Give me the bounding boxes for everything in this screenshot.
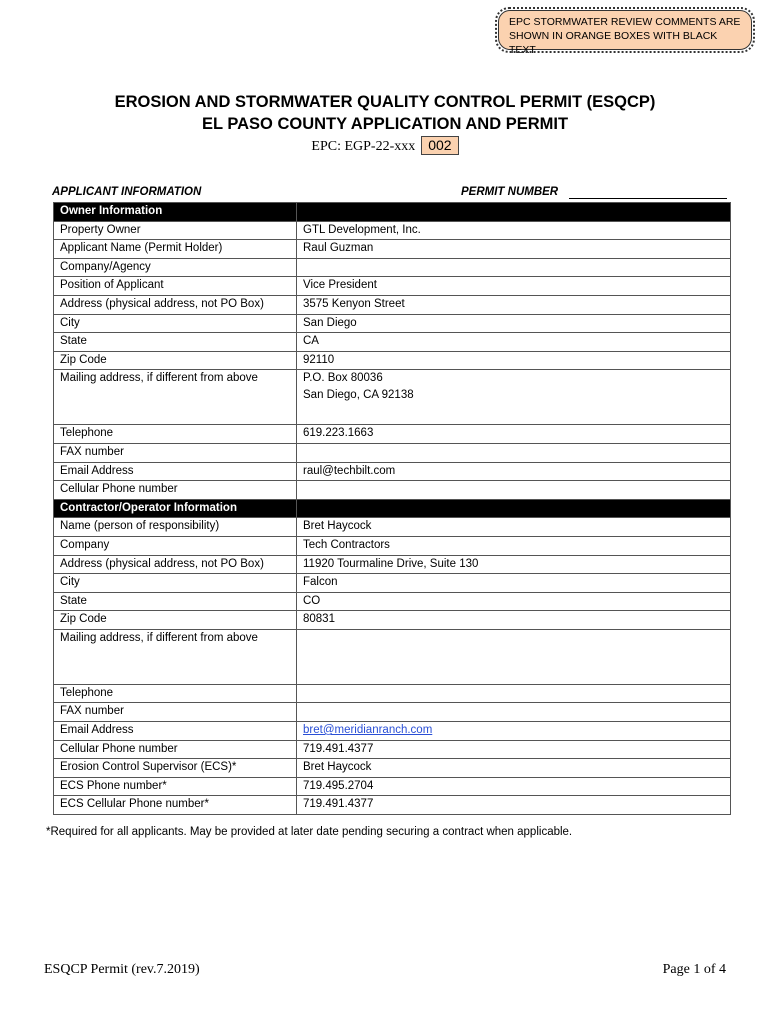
epc-number-line <box>0 136 770 155</box>
table-row: Name (person of responsibility) Bret Haycock <box>54 518 731 537</box>
table-row: Mailing address, if different from above <box>54 629 731 684</box>
mailing-address-value: P.O. Box 80036 San Diego, CA 92138 <box>297 370 731 425</box>
permit-number-label: PERMIT NUMBER <box>461 186 559 198</box>
table-row: Erosion Control Supervisor (ECS)* Bret Haycock <box>54 759 731 778</box>
table-row: FAX number <box>54 443 731 462</box>
table-row: City Falcon <box>54 574 731 593</box>
footer-form-revision: ESQCP Permit (rev.7.2019) <box>44 962 200 977</box>
table-row: ECS Cellular Phone number* 719.491.4377 <box>54 796 731 815</box>
owner-section-header: Owner Information <box>54 203 731 222</box>
table-row: Mailing address, if different from above P.O. Box 80036 San Diego, CA 92138 <box>54 370 731 425</box>
position-value: Vice President <box>297 277 731 296</box>
table-row: Cellular Phone number <box>54 481 731 500</box>
contractor-telephone-value <box>297 684 731 703</box>
table-row: Address (physical address, not PO Box) 3575 Kenyon Street <box>54 295 731 314</box>
table-row: State CA <box>54 333 731 352</box>
email-value: raul@techbilt.com <box>297 462 731 481</box>
table-row: Company Tech Contractors <box>54 536 731 555</box>
table-row: Email Address bret@meridianranch.com <box>54 722 731 741</box>
footer-page-number: Page 1 of 4 <box>662 962 726 977</box>
table-row: Cellular Phone number 719.491.4377 <box>54 740 731 759</box>
fax-value <box>297 443 731 462</box>
table-row: Telephone 619.223.1663 <box>54 425 731 444</box>
ecs-cell-value: 719.491.4377 <box>297 796 731 815</box>
permit-number-field <box>569 198 727 199</box>
telephone-value: 619.223.1663 <box>297 425 731 444</box>
table-row: Applicant Name (Permit Holder) Raul Guzman <box>54 240 731 259</box>
applicant-table <box>53 202 731 815</box>
review-comment-note: EPC STORMWATER REVIEW COMMENTS ARE SHOWN IN ORANGE BOXES WITH BLACK TEXT <box>498 10 752 50</box>
table-row: Position of Applicant Vice President <box>54 277 731 296</box>
contractor-email-link[interactable]: bret@meridianranch.com <box>303 724 433 737</box>
contractor-zip-value: 80831 <box>297 611 731 630</box>
table-row: Company/Agency <box>54 258 731 277</box>
table-row: Email Address raul@techbilt.com <box>54 462 731 481</box>
contractor-name-value: Bret Haycock <box>297 518 731 537</box>
ecs-value: Bret Haycock <box>297 759 731 778</box>
address-value: 3575 Kenyon Street <box>297 295 731 314</box>
form-subtitle: EL PASO COUNTY APPLICATION AND PERMIT <box>201 115 569 133</box>
form-title: EROSION AND STORMWATER QUALITY CONTROL PERMIT (ESQCP) <box>114 93 656 111</box>
table-row: Property Owner GTL Development, Inc. <box>54 221 731 240</box>
applicant-name-value: Raul Guzman <box>297 240 731 259</box>
table-row: Zip Code 92110 <box>54 351 731 370</box>
city-value: San Diego <box>297 314 731 333</box>
contractor-section-header: Contractor/Operator Information <box>54 499 731 518</box>
contractor-cell-value: 719.491.4377 <box>297 740 731 759</box>
zip-value: 92110 <box>297 351 731 370</box>
epc-number-box: 002 <box>421 136 458 155</box>
contractor-city-value: Falcon <box>297 574 731 593</box>
cell-value <box>297 481 731 500</box>
required-footnote: *Required for all applicants. May be provided at later date pending securing a contract when applicable. <box>46 826 573 838</box>
contractor-mailing-value <box>297 629 731 684</box>
contractor-state-value: CO <box>297 592 731 611</box>
property-owner-value: GTL Development, Inc. <box>297 221 731 240</box>
table-row: ECS Phone number* 719.495.2704 <box>54 777 731 796</box>
table-row: Address (physical address, not PO Box) 11920 Tourmaline Drive, Suite 130 <box>54 555 731 574</box>
table-row: FAX number <box>54 703 731 722</box>
contractor-address-value: 11920 Tourmaline Drive, Suite 130 <box>297 555 731 574</box>
contractor-fax-value <box>297 703 731 722</box>
state-value: CA <box>297 333 731 352</box>
table-row: State CO <box>54 592 731 611</box>
table-row: Telephone <box>54 684 731 703</box>
epc-label: EPC: EGP-22-xxx <box>311 139 416 154</box>
ecs-phone-value: 719.495.2704 <box>297 777 731 796</box>
applicant-information-heading: APPLICANT INFORMATION <box>52 186 202 198</box>
table-row: Zip Code 80831 <box>54 611 731 630</box>
table-row: City San Diego <box>54 314 731 333</box>
company-value <box>297 258 731 277</box>
contractor-company-value: Tech Contractors <box>297 536 731 555</box>
